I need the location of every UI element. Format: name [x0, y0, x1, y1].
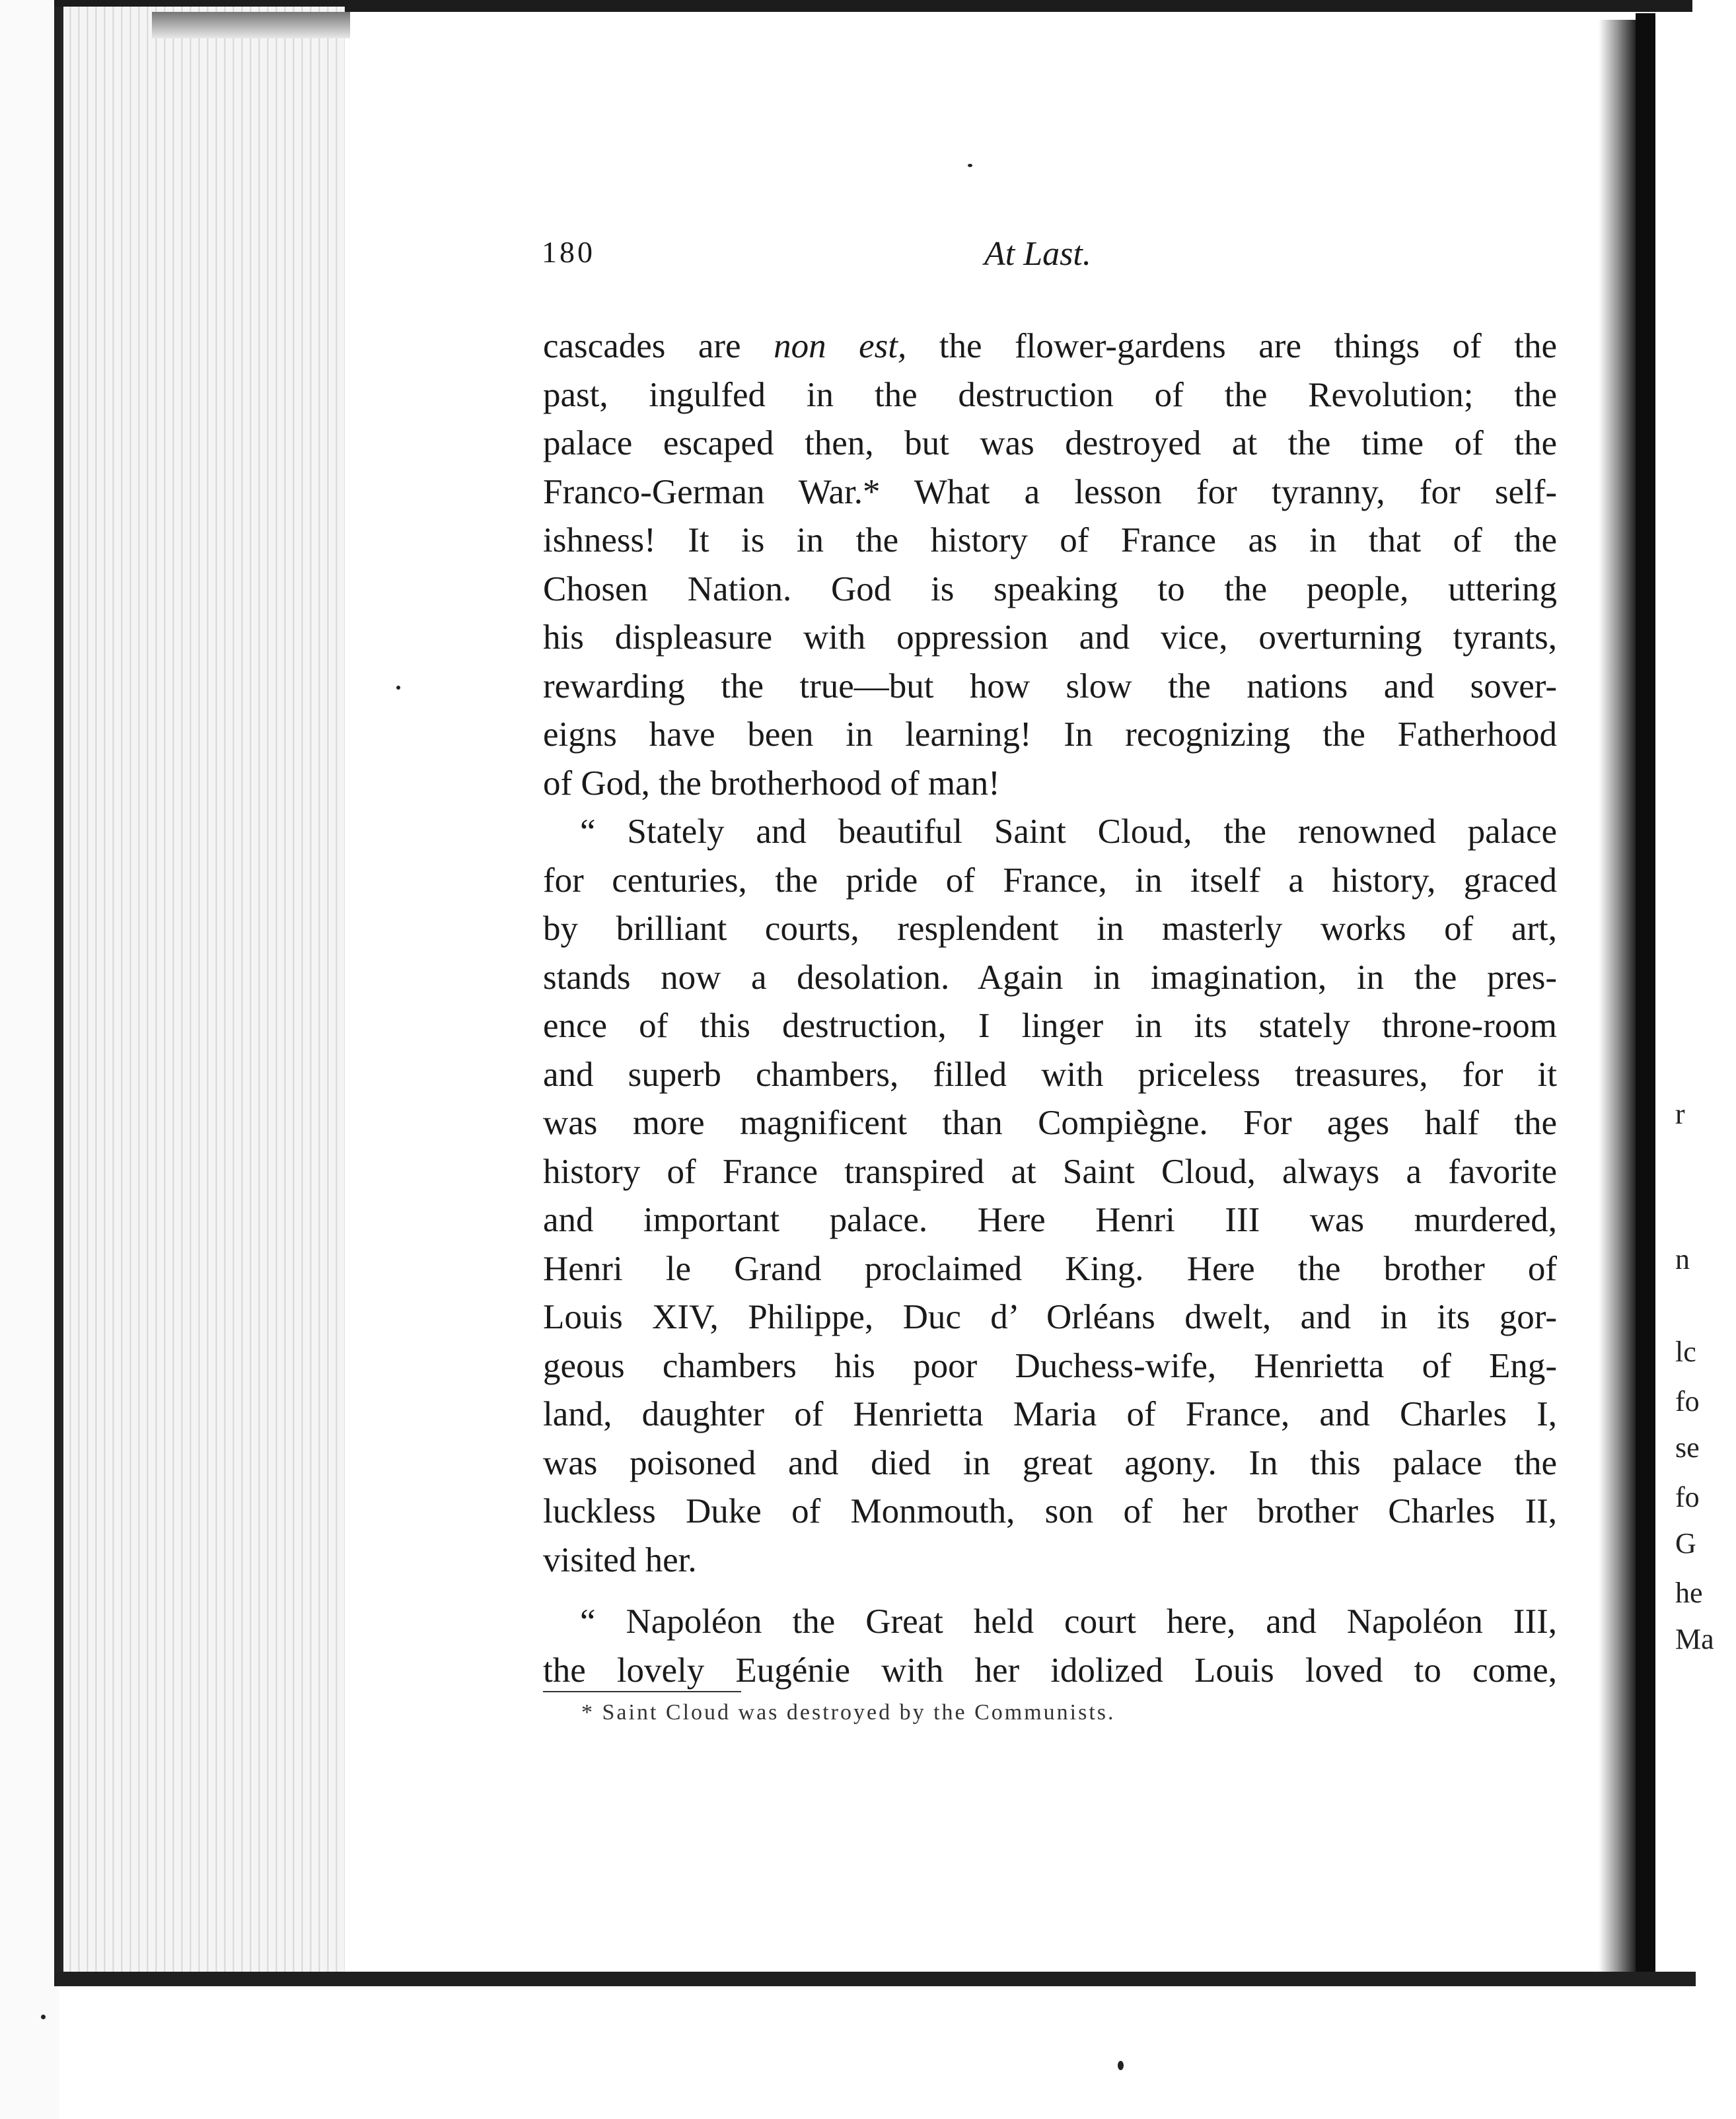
running-head: At Last.: [984, 235, 1091, 273]
text-line: geous chambers his poor Duchess-wife, Henrietta of Eng-: [543, 1346, 1557, 1385]
facing-page-fragment: he: [1675, 1577, 1703, 1609]
text-line: Louis XIV, Philippe, Duc d’ Orléans dwelt, and in its gor-: [543, 1298, 1557, 1336]
text-line: by brilliant courts, resplendent in masterly works of art,: [543, 910, 1557, 948]
facing-page-fragment: Ma: [1675, 1623, 1714, 1655]
page-stack-corner: [152, 12, 350, 38]
scan-margin: [0, 0, 59, 2119]
text-line: ence of this destruction, I linger in its stately throne-room: [543, 1007, 1557, 1045]
gutter-shadow: [1599, 20, 1638, 1972]
text-line: Henri le Grand proclaimed King. Here the brother of: [543, 1249, 1557, 1288]
text-line: Chosen Nation. God is speaking to the people, uttering: [543, 569, 1557, 608]
text-line: visited her.: [543, 1540, 697, 1579]
text-line: was poisoned and died in great agony. In this palace the: [543, 1443, 1557, 1482]
facing-page-fragment: fo: [1675, 1385, 1700, 1418]
body-text: [543, 322, 1557, 1695]
text-line: and superb chambers, filled with priceless treasures, for it: [543, 1055, 1557, 1094]
text-line: stands now a desolation. Again in imagination, in the pres-: [543, 958, 1557, 997]
scan-speck: [968, 164, 972, 167]
text-line: the lovely Eugénie with her idolized Louis loved to come,: [543, 1651, 1557, 1690]
facing-page-fragment: se: [1675, 1431, 1700, 1464]
text-line: his displeasure with oppression and vice, overturning tyrants,: [543, 618, 1557, 657]
text-line: rewarding the true—but how slow the nations and sover-: [543, 666, 1557, 705]
footnote-rule: [543, 1691, 741, 1692]
book-gutter: [1636, 13, 1655, 1975]
book-bottom-edge: [54, 1972, 1696, 1986]
page-number: 180: [542, 235, 595, 269]
paragraph-gap: [543, 1585, 1557, 1598]
text-line: “ Stately and beautiful Saint Cloud, the renowned palace: [580, 812, 1557, 851]
facing-page-fragment: fo: [1675, 1481, 1700, 1513]
text-line: luckless Duke of Monmouth, son of her brother Charles II,: [543, 1492, 1557, 1530]
facing-page-fragment: n: [1675, 1243, 1690, 1275]
paragraph: [543, 1598, 1557, 1695]
scan-speck: [41, 2015, 46, 2019]
paragraph: [543, 322, 1557, 808]
text-line: was more magnificent than Compiègne. For ages half the: [543, 1104, 1557, 1142]
text-line: palace escaped then, but was destroyed at the time of the: [543, 424, 1557, 462]
text-line: past, ingulfed in the destruction of the Revolution; the: [543, 375, 1557, 414]
text-line: and important palace. Here Henri III was murdered,: [543, 1201, 1557, 1239]
text-line: cascades are non est, the flower-gardens are things of the: [543, 327, 1557, 365]
page-stack-edges: [54, 7, 345, 1982]
facing-page: [1655, 12, 1736, 1974]
footnote: * Saint Cloud was destroyed by the Communists.: [581, 1700, 1116, 1725]
text-line: “ Napoléon the Great held court here, and Napoléon III,: [580, 1602, 1557, 1641]
scan-speck: [396, 686, 400, 690]
text-line: eigns have been in learning! In recognizing the Fatherhood: [543, 715, 1557, 754]
italic-phrase: non est,: [774, 327, 907, 365]
page-header: [542, 234, 1559, 281]
facing-page-fragment: G: [1675, 1527, 1696, 1560]
facing-page-fragment: lc: [1675, 1336, 1696, 1368]
paragraph: [543, 808, 1557, 1585]
facing-page-fragment: r: [1675, 1098, 1685, 1130]
scan-speck: [1118, 2061, 1124, 2070]
text-line: ishness! It is in the history of France as in that of the: [543, 521, 1557, 559]
text-line: for centuries, the pride of France, in itself a history, graced: [543, 861, 1557, 900]
text-line: of God, the brotherhood of man!: [543, 764, 1000, 803]
text-line: land, daughter of Henrietta Maria of France, and Charles I,: [543, 1395, 1557, 1433]
text-line: Franco-German War.* What a lesson for tyranny, for self-: [543, 472, 1557, 511]
text-line: history of France transpired at Saint Cloud, always a favorite: [543, 1152, 1557, 1191]
